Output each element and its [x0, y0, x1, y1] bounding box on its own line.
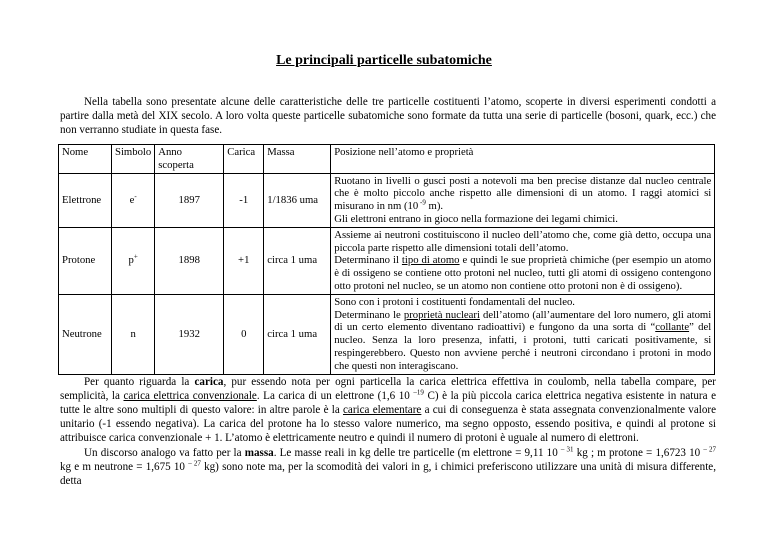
cell-name: Neutrone [59, 294, 112, 374]
table-row [59, 294, 715, 374]
cell-symbol: n [112, 294, 155, 374]
cell-charge: 0 [224, 294, 264, 374]
cell-name: Protone [59, 227, 112, 294]
header-name: Nome [59, 145, 112, 174]
cell-year: 1932 [155, 294, 224, 374]
cell-charge: -1 [224, 173, 264, 227]
cell-name: Elettrone [59, 173, 112, 227]
intro-paragraph: Nella tabella sono presentate alcune delle caratteristiche delle tre particelle costituenti l’atomo, scoperte in diversi esperimenti condotti a partire dalla metà del XIX secolo. A loro volta queste particelle subatomiche sono formate da tutta una serie di particelle (bosoni, quark, ecc.) che non verranno studiate in questa fase. [60, 96, 716, 136]
table-row [59, 227, 715, 294]
cell-year: 1898 [155, 227, 224, 294]
cell-symbol: p+ [112, 227, 155, 294]
cell-properties: Ruotano in livelli o gusci posti a notevoli ma ben precise distanze dal nucleo centrale che è molto piccolo anche rispetto alle dimensioni di un atomo. I raggi atomici si misurano in nm (10 $^{-9}$ m). Gli elettroni entrano in gioco nella formazione dei legami chimici. [331, 173, 715, 227]
header-symbol: Simbolo [112, 145, 155, 174]
particles-table [58, 144, 715, 375]
table-header-row [59, 145, 715, 174]
mass-paragraph: Un discorso analogo va fatto per la massa. Le masse reali in kg delle tre particelle (m elettrone = 9,11 10 $^{- 31}$ kg ; m protone = 1,6723 10 $^{- 27}$ kg e m neutrone = 1,675 10 $^{- 27}$ kg) sono note ma, per la scomodità dei valori in g, i chimici preferiscono utilizzare una unità di misura differente, detta [60, 445, 717, 487]
cell-year: 1897 [155, 173, 224, 227]
cell-charge: +1 [224, 227, 264, 294]
document-title: Le principali particelle subatomiche [276, 53, 492, 68]
cell-properties: Sono con i protoni i costituenti fondamentali del nucleo. Determinano le proprietà nucleari dell’atomo (all’aumentare del loro numero, gli atomi di un certo elemento diventano radioattivi) e fungono da una sorta di “collante” del nucleo. Senza la loro presenza, infatti, i protoni, tutti caricati positivamente, si respingerebbero. Questo non avviene perché i neutroni circondano i protoni in modo che questi non interagiscano. [331, 294, 715, 374]
charge-paragraph: Per quanto riguarda la carica, pur essendo nota per ogni particella la carica elettrica effettiva in coulomb, nella tabella compare, per semplicità, la carica elettrica convenzionale. La carica di un elettrone (1,6 10 $^{-19}$ C) è la più piccola carica elettrica negativa esistente in natura e tutte le altre sono multipli di questo valore: in altre parole è la carica elementare a cui di conseguenza è stata assegnata convenzionalmente valore unitario (-1 essendo negativa). La carica del protone ha lo stesso valore numerico, ma segno opposto, essendo positiva, e quindi al protone si attribuisce carica convenzionale + 1. L’atomo è elettricamente neutro e quindi il numero di protoni è uguale al numero di elettroni. [60, 376, 717, 444]
header-properties: Posizione nell’atomo e proprietà [331, 145, 715, 174]
cell-mass: circa 1 uma [264, 227, 331, 294]
cell-mass: circa 1 uma [264, 294, 331, 374]
cell-mass: 1/1836 uma [264, 173, 331, 227]
cell-properties: Assieme ai neutroni costituiscono il nucleo dell’atomo che, come già detto, occupa una piccola parte rispetto alle dimensioni totali dell’atomo. Determinano il tipo di atomo e quindi le sue proprietà chimiche (per esempio un atomo è di ossigeno se contiene otto protoni nel nucleo, tutti gli atomi di ossigeno contengono otto protoni nel nucleo, se un atomo non contiene otto protoni non è di ossigeno). [331, 227, 715, 294]
header-charge: Carica [224, 145, 264, 174]
header-mass: Massa [264, 145, 331, 174]
cell-symbol: e- [112, 173, 155, 227]
header-year: Anno scoperta [155, 145, 224, 174]
table-row [59, 173, 715, 227]
